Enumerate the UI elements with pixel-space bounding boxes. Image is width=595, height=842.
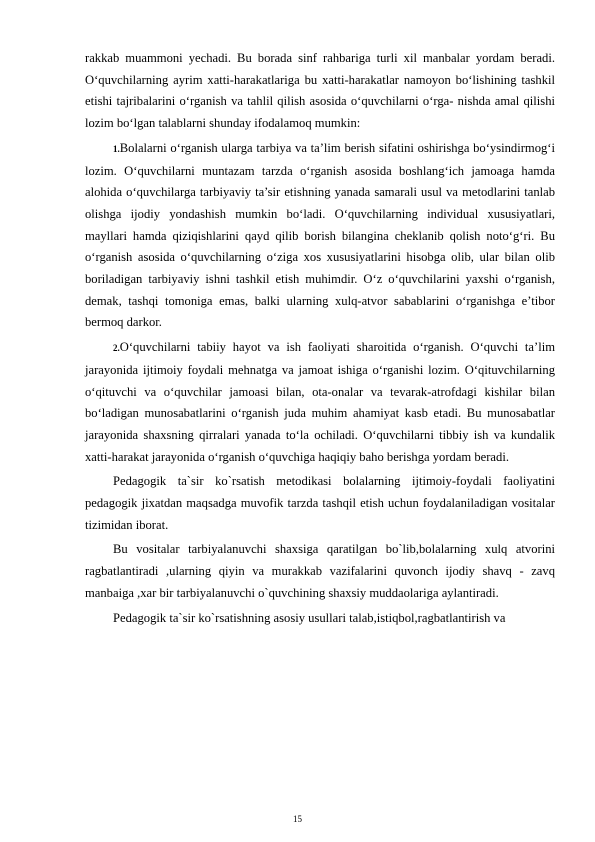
page-number: 15 <box>293 814 302 824</box>
paragraph-intro <box>85 48 555 135</box>
paragraph-text: Bolalarni o‘rganish ularga tarbiya va ta’lim berish sifatini oshirishga bo‘ysindirmog‘i lozim. O‘quvchilarni muntazam tarzda o‘rganish asosida boshlang‘ich jamoaga hamda alohida o‘quvchilarga tarbiyaviy ta’sir etishning yanada samarali usul va metodlarini tanlab olishga ijodiy yondashish mumkin bo‘ladi. O‘quvchilarning individual xususiyatlari, mayllari hamda qiziqishlarini qayd qilib borish bilangina cheklanib qolish noto‘g‘ri. Bu o‘rganish asosida o‘quvchilarning o‘ziga xos xususiyatlarini hisobga olib, ular bilan olib boriladigan tarbiyaviy ishni tashkil etish muhimdir. O‘z o‘quvchilarini yaxshi o‘rganish, demak, tashqi tomoniga emas, balki ularning xulq-atvor sabablarini o‘rganishga e’tibor bermoq darkor. <box>85 140 555 330</box>
paragraph-text: Pedagogik ta`sir ko`rsatishning asosiy usullari talab,istiqbol,ragbatlantirish va <box>113 610 506 625</box>
paragraph-text: O‘quvchilarni tabiiy hayot va ish faoliyati sharoitida o‘rganish. O‘quvchi ta’lim jarayonida ijtimoiy foydali mehnatga va jamoat ishiga o‘rganishi lozim. O‘qituvchilarning o‘qituvchi va o‘quvchilar jamoasi bilan, ota-onalar va tevarak-atrofdagi kishilar bilan bo‘ladigan munosabatlarini o‘rganish juda muhim ahamiyat kasb etadi. Bu munosabatlar jarayonida shaxsning qirralari yanada to‘la ochiladi. O‘quvchilarni tibbiy ish va kundalik xatti-harakat jarayonida o‘rganish o‘quvchiga haqiqiy baho berishga yordam beradi. <box>85 340 555 464</box>
paragraph-numbered-1 <box>85 138 555 334</box>
paragraph-means <box>85 539 555 604</box>
document-page <box>85 48 555 629</box>
list-number: 1. <box>113 143 120 154</box>
paragraph-numbered-2 <box>85 337 555 468</box>
paragraph-methods <box>85 608 555 630</box>
paragraph-text: rakkab muammoni yechadi. Bu borada sinf rahbariga turli xil manbalar yordam beradi. O‘quvchilarning ayrim xatti-harakatlariga bu xatti-harakatlar namoyon bo‘lishining tashkil etishi tajribalarini o‘rganish va tahlil qilish asosida o‘quvchilarni o‘rga- nishda amal qilishi lozim bo‘lgan talablarni shunday ifodalamoq mumkin: <box>85 51 555 131</box>
list-number: 2. <box>113 343 120 354</box>
paragraph-text: Pedagogik ta`sir ko`rsatish metodikasi bolalarning ijtimoiy-foydali faoliyatini pedagogik jixatdan maqsadga muvofik tarzda tashqil etish uchun foydalaniladigan vositalar tizimidan iborat. <box>85 474 555 532</box>
paragraph-methodology <box>85 471 555 536</box>
paragraph-text: Bu vositalar tarbiyalanuvchi shaxsiga qaratilgan bo`lib,bolalarning xulq atvorini ragbatlantiradi ,ularning qiyin va murakkab vazifalarini quvonch ijodiy shavq - zavq manbaiga ,xar bir tarbiyalanuvchi o`quvchining shaxsiy muddaolariga aylantiradi. <box>85 542 555 600</box>
